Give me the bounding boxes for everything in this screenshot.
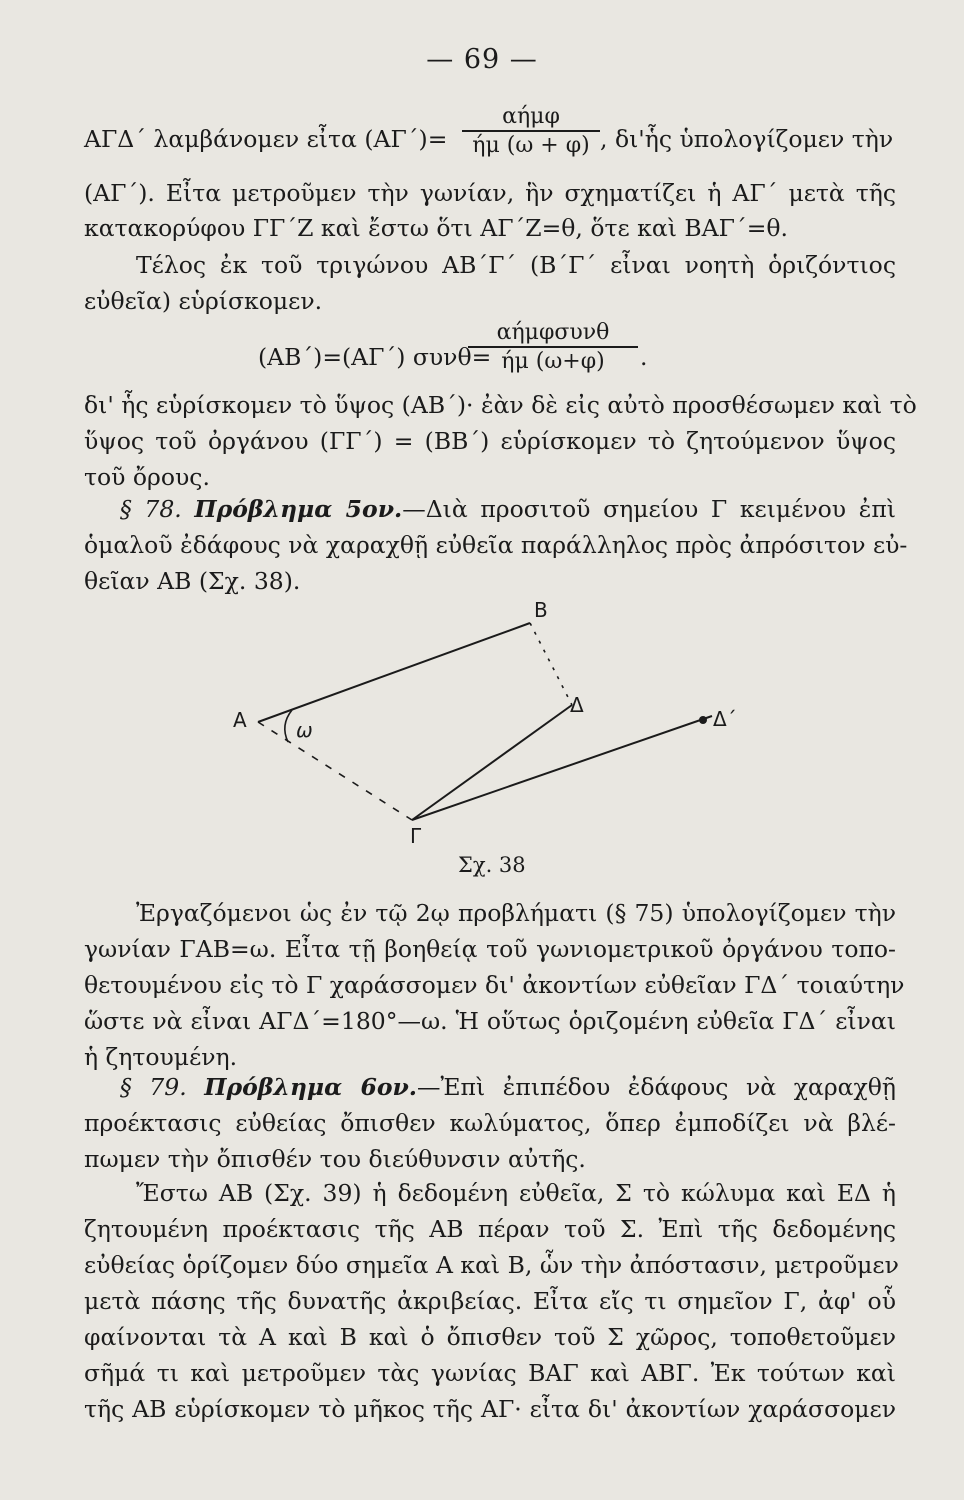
- text-line: μετὰ πάσης τῆς δυνατῆς ἀκριβείας. Εἶτα εἴς τι σημεῖον Γ, ἀφ' οὗ: [84, 1287, 896, 1315]
- text-line: Τέλος ἐκ τοῦ τριγώνου ΑΒ΄Γ΄ (Β΄Γ΄ εἶναι νοητὴ ὁριζόντιος: [136, 251, 896, 279]
- text-fragment: , δι'ἧς ὑπολογίζομεν τὴν: [600, 125, 894, 153]
- figure-caption: Σχ. 38: [458, 853, 526, 877]
- text-line: Ἔστω ΑΒ (Σχ. 39) ἡ δεδομένη εὐθεῖα, Σ τὸ κώλυμα καὶ ΕΔ ἡ: [136, 1179, 896, 1207]
- text-line: Ἐργαζόμενοι ὡς ἐν τῷ 2ῳ προβλήματι (§ 75) ὑπολογίζομεν τὴν: [136, 899, 896, 927]
- section-number: § 79.: [120, 1073, 187, 1101]
- text-line: σῆμά τι καὶ μετροῦμεν τὰς γωνίας ΒΑΓ καὶ ΑΒΓ. Ἐκ τούτων καὶ: [84, 1359, 896, 1387]
- label-Delta-prime: Δ΄: [713, 707, 737, 731]
- text-line: πωμεν τὴν ὄπισθέν του διεύθυνσιν αὐτῆς.: [84, 1145, 586, 1173]
- fraction-numerator: αήμφσυνθ: [496, 320, 610, 345]
- label-A: Α: [233, 708, 247, 732]
- dashed-line-BDelta: [530, 623, 572, 705]
- point-marker: [699, 716, 707, 724]
- fraction-numerator: αήμφ: [502, 104, 560, 129]
- text-line: θεῖαν ΑΒ (Σχ. 38).: [84, 567, 301, 595]
- section-heading-line: [120, 1072, 896, 1102]
- section-title: Πρόβλημα 6ον.: [204, 1073, 417, 1101]
- label-Gamma: Γ: [410, 824, 422, 848]
- line-GammaDeltaPrime: [412, 716, 712, 820]
- line-AB: [258, 623, 530, 722]
- text-line: ζητουμένη προέκτασις τῆς ΑΒ πέραν τοῦ Σ. Ἐπὶ τῆς δεδομένης: [84, 1215, 896, 1243]
- section-number: § 78.: [120, 495, 182, 523]
- text-line: κατακορύφου ΓΓ΄Ζ καὶ ἔστω ὅτι ΑΓ΄Ζ=θ, ὅτε καὶ ΒΑΓ΄=θ.: [84, 214, 789, 242]
- text-fragment: ΑΓΔ΄ λαμβάνομεν εἶτα (ΑΓ΄)=: [84, 125, 448, 153]
- text-line: γωνίαν ΓΑΒ=ω. Εἶτα τῇ βοηθείᾳ τοῦ γωνιομετρικοῦ ὀργάνου τοπο-: [84, 935, 896, 963]
- text-line: εὐθεῖα) εὑρίσκομεν.: [84, 287, 323, 315]
- equation-end: .: [640, 343, 648, 371]
- text-line: ὁμαλοῦ ἐδάφους νὰ χαραχθῇ εὐθεῖα παράλληλος πρὸς ἀπρόσιτον εὐ-: [84, 531, 908, 559]
- fraction-denominator: ήμ (ω + φ): [472, 133, 590, 158]
- line-GammaDelta: [412, 705, 572, 820]
- text-fragment: —Διὰ προσιτοῦ σημείου Γ κειμένου ἐπὶ: [402, 495, 896, 523]
- fraction-denominator: ήμ (ω+φ): [501, 349, 605, 374]
- text-line: ἡ ζητουμένη.: [84, 1043, 238, 1071]
- angle-arc: [285, 710, 292, 742]
- text-line: (ΑΓ΄). Εἶτα μετροῦμεν τὴν γωνίαν, ἣν σχηματίζει ἡ ΑΓ΄ μετὰ τῆς: [84, 179, 896, 207]
- label-Delta: Δ: [570, 693, 584, 717]
- dashed-line-AGamma: [258, 722, 412, 820]
- label-B: Β: [534, 598, 548, 622]
- text-line: ὕψος τοῦ ὀργάνου (ΓΓ΄) = (ΒΒ΄) εὑρίσκομεν τὸ ζητούμενον ὕψος: [84, 427, 896, 455]
- text-line: τοῦ ὄρους.: [84, 463, 210, 491]
- text-line: προέκτασις εὐθείας ὄπισθεν κωλύματος, ὅπερ ἐμποδίζει νὰ βλέ-: [84, 1109, 896, 1137]
- page-number: — 69 —: [426, 44, 538, 75]
- equation-left: (ΑΒ΄)=(ΑΓ΄) συνθ=: [258, 343, 492, 371]
- section-title: Πρόβλημα 5ον.: [194, 495, 403, 523]
- text-line: ὥστε νὰ εἶναι ΑΓΔ΄=180°—ω. Ἡ οὕτως ὁριζομένη εὐθεῖα ΓΔ΄ εἶναι: [84, 1007, 896, 1035]
- text-line: τῆς ΑΒ εὑρίσκομεν τὸ μῆκος τῆς ΑΓ· εἶτα δι' ἀκοντίων χαράσσομεν: [84, 1395, 896, 1423]
- text-line: δι' ἧς εὑρίσκομεν τὸ ὕψος (ΑΒ΄)· ἐὰν δὲ εἰς αὐτὸ προσθέσωμεν καὶ τὸ: [84, 391, 917, 419]
- label-omega: ω: [296, 718, 313, 742]
- text-line: φαίνονται τὰ Α καὶ Β καὶ ὁ ὄπισθεν τοῦ Σ χῶρος, τοποθετοῦμεν: [84, 1323, 896, 1351]
- text-fragment: —Ἐπὶ ἐπιπέδου ἐδάφους νὰ χαραχθῇ: [417, 1073, 896, 1101]
- text-line: εὐθείας ὁρίζομεν δύο σημεῖα Α καὶ Β, ὧν τὴν ἀπόστασιν, μετροῦμεν: [84, 1251, 899, 1279]
- text-line: θετουμένου εἰς τὸ Γ χαράσσομεν δι' ἀκοντίων εὐθεῖαν ΓΔ΄ τοιαύτην: [84, 971, 905, 999]
